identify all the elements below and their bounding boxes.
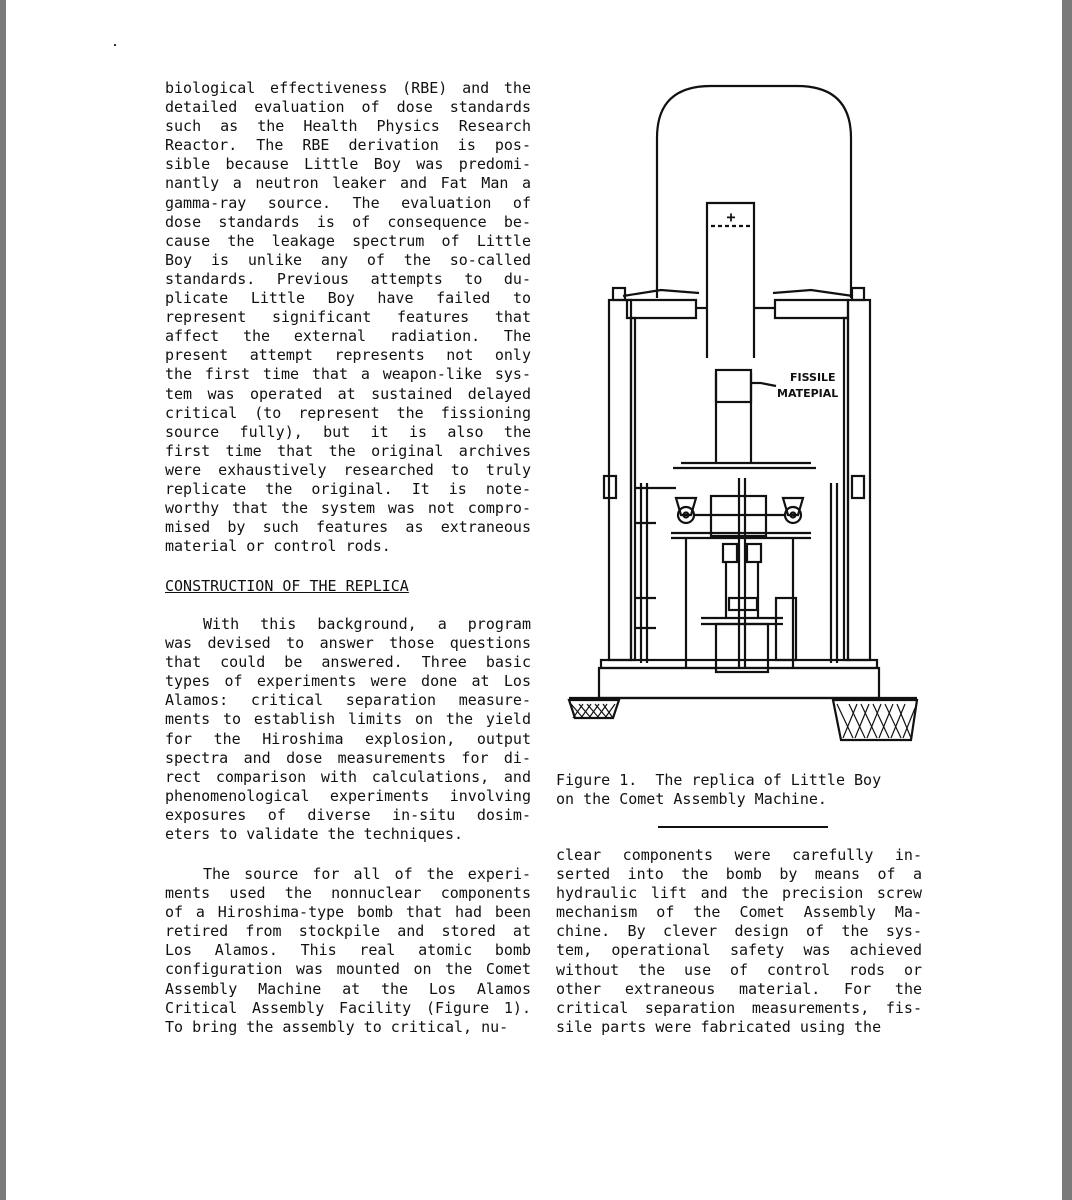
text-line: types of experiments were done at Los	[165, 672, 531, 691]
fissile-label-line1: FISSILE	[790, 371, 836, 384]
text-line: represent significant features that	[165, 308, 531, 327]
caption-divider	[658, 826, 828, 828]
text-line: clear components were carefully in-	[556, 846, 922, 864]
figure-comet-assembly-diagram	[561, 78, 926, 753]
right-column-para	[556, 846, 922, 1037]
text-line: material or control rods.	[165, 537, 391, 556]
fissile-label-line2: MATEPIAL	[777, 387, 839, 400]
text-line: that could be answered. Three basic	[165, 653, 531, 672]
text-line: of a Hiroshima-type bomb that had been	[165, 903, 531, 922]
plus-sign: +	[726, 208, 736, 226]
text-line: first time that the original archives	[165, 441, 531, 460]
text-line: worthy that the system was not compro-	[165, 499, 531, 518]
text-line: sile parts were fabricated using the	[556, 1017, 882, 1036]
text-line: sible because Little Boy was predomi-	[165, 155, 531, 174]
left-column-para1	[165, 79, 531, 556]
text-line: other extraneous material. For the	[556, 979, 922, 998]
text-line: mechanism of the Comet Assembly Ma-	[556, 903, 922, 922]
text-line: present attempt represents not only	[165, 346, 531, 365]
text-line: gamma-ray source. The evaluation of	[165, 193, 531, 212]
text-line: was devised to answer those questions	[165, 634, 531, 653]
text-line: cause the leakage spectrum of Little	[165, 231, 531, 250]
scan-speck	[114, 44, 116, 46]
text-line: Los Alamos. This real atomic bomb	[165, 941, 531, 960]
text-line: The source for all of the experi-	[203, 865, 531, 883]
text-line: were exhaustively researched to truly	[165, 460, 531, 479]
text-line: detailed evaluation of dose standards	[165, 98, 531, 117]
left-column-para3	[165, 865, 531, 1037]
text-line: retired from stockpile and stored at	[165, 922, 531, 941]
section-heading: CONSTRUCTION OF THE REPLICA	[165, 577, 409, 595]
text-line: critical (to represent the fissioning	[165, 403, 531, 422]
text-line: standards. Previous attempts to du-	[165, 269, 531, 288]
text-line: nantly a neutron leaker and Fat Man a	[165, 174, 531, 193]
text-line: source fully), but it is also the	[165, 422, 531, 441]
left-column-para2	[165, 615, 531, 844]
text-line: Assembly Machine at the Los Alamos	[165, 979, 531, 998]
text-line: spectra and dose measurements for di-	[165, 748, 531, 767]
caption-line-2: on the Comet Assembly Machine.	[556, 790, 827, 808]
text-line: tem, operational safety was achieved	[556, 941, 922, 960]
text-line: critical separation measurements, fis-	[556, 998, 922, 1017]
caption-line-1: Figure 1. The replica of Little Boy	[556, 771, 882, 789]
text-line: biological effectiveness (RBE) and the	[165, 79, 531, 97]
document-page	[6, 0, 1062, 1200]
text-line: Reactor. The RBE derivation is pos-	[165, 136, 531, 155]
text-line: exposures of diverse in-situ dosim-	[165, 805, 531, 824]
text-line: With this background, a program	[203, 615, 531, 633]
text-line: affect the external radiation. The	[165, 327, 531, 346]
text-line: for the Hiroshima explosion, output	[165, 729, 531, 748]
text-line: Alamos: critical separation measure-	[165, 691, 531, 710]
text-line: hydraulic lift and the precision screw	[556, 884, 922, 903]
text-line: tem was operated at sustained delayed	[165, 384, 531, 403]
text-line: the first time that a weapon-like sys-	[165, 365, 531, 384]
figure-caption	[556, 771, 922, 809]
text-line: such as the Health Physics Research	[165, 117, 531, 136]
text-line: To bring the assembly to critical, nu-	[165, 1017, 509, 1036]
text-line: chine. By clever design of the sys-	[556, 922, 922, 941]
text-line: plicate Little Boy have failed to	[165, 289, 531, 308]
text-line: without the use of control rods or	[556, 960, 922, 979]
text-line: replicate the original. It is note-	[165, 479, 531, 498]
text-line: serted into the bomb by means of a	[556, 865, 922, 884]
text-line: Critical Assembly Facility (Figure 1).	[165, 998, 531, 1017]
text-line: eters to validate the techniques.	[165, 825, 464, 844]
text-line: phenomenological experiments involving	[165, 786, 531, 805]
text-line: configuration was mounted on the Comet	[165, 960, 531, 979]
text-line: ments to establish limits on the yield	[165, 710, 531, 729]
text-line: Boy is unlike any of the so-called	[165, 250, 531, 269]
text-line: ments used the nonnuclear components	[165, 884, 531, 903]
text-line: rect comparison with calculations, and	[165, 767, 531, 786]
text-line: mised by such features as extraneous	[165, 518, 531, 537]
text-line: dose standards is of consequence be-	[165, 212, 531, 231]
